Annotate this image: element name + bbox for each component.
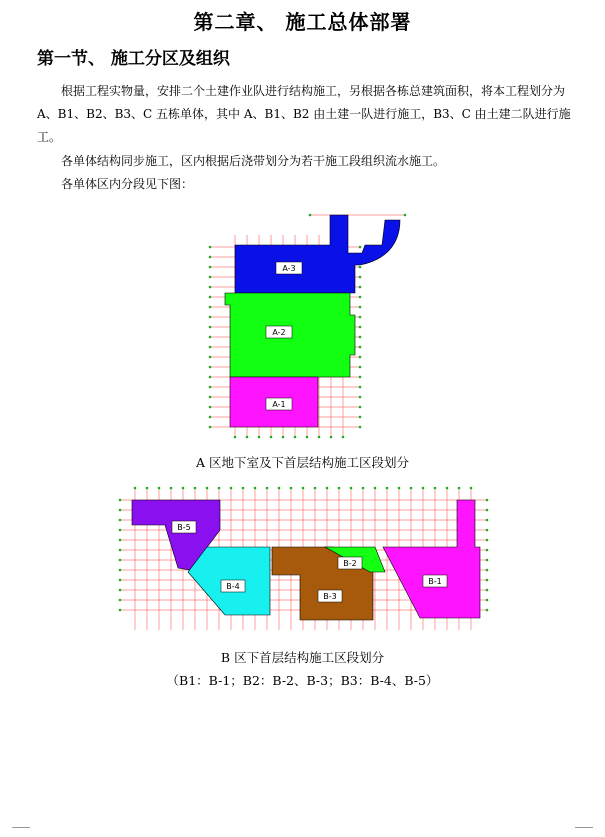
axis-marker <box>359 296 362 299</box>
axis-marker <box>294 436 297 439</box>
axis-marker <box>359 356 362 359</box>
axis-marker <box>486 579 489 582</box>
axis-marker <box>359 266 362 269</box>
axis-marker <box>209 266 212 269</box>
axis-marker <box>266 487 269 490</box>
axis-marker <box>486 589 489 592</box>
figure-b-caption: B 区下首层结构施工区段划分 <box>220 650 385 665</box>
paragraph-3: 各单体区内分段见下图： <box>61 177 194 191</box>
axis-marker <box>206 487 209 490</box>
axis-marker <box>486 569 489 572</box>
axis-marker <box>359 326 362 329</box>
zone-label-a3: A-3 <box>282 264 296 273</box>
axis-marker <box>486 539 489 542</box>
axis-marker <box>386 487 389 490</box>
axis-marker <box>446 487 449 490</box>
axis-marker <box>359 366 362 369</box>
axis-marker <box>374 487 377 490</box>
axis-marker <box>359 396 362 399</box>
axis-marker <box>359 276 362 279</box>
zone-label-b5: B-5 <box>177 523 191 532</box>
axis-marker <box>209 296 212 299</box>
axis-marker <box>119 529 122 532</box>
zone-b1-shape <box>383 500 480 618</box>
axis-marker <box>209 396 212 399</box>
paragraph-1: 根据工程实物量，安排二个土建作业队进行结构施工，另根据各栋总建筑面积，将本工程划分为 A、B1、B2、B3、C 五栋单体，其中 A、B1、B2 由土建一队进行施工，B3、C 由土建二队进行施工。 <box>37 84 571 144</box>
axis-marker <box>486 529 489 532</box>
axis-marker <box>209 286 212 289</box>
axis-marker <box>119 589 122 592</box>
axis-marker <box>119 499 122 502</box>
axis-marker <box>119 509 122 512</box>
axis-marker <box>486 609 489 612</box>
axis-marker <box>119 549 122 552</box>
axis-marker <box>194 487 197 490</box>
axis-marker <box>318 436 321 439</box>
axis-marker <box>486 509 489 512</box>
axis-marker <box>458 487 461 490</box>
section-title: 第一节、 施工分区及组织 <box>37 49 230 69</box>
axis-marker <box>209 346 212 349</box>
zone-label-b1: B-1 <box>428 577 442 586</box>
axis-marker <box>209 356 212 359</box>
axis-marker <box>410 487 413 490</box>
axis-marker <box>209 276 212 279</box>
axis-marker <box>290 487 293 490</box>
figure-b-note: （B1：B-1；B2：B-2、B-3；B3：B-4、B-5） <box>166 673 439 688</box>
axis-marker <box>119 579 122 582</box>
axis-marker <box>359 376 362 379</box>
axis-marker <box>209 406 212 409</box>
axis-marker <box>158 487 161 490</box>
axis-marker <box>170 487 173 490</box>
axis-marker <box>359 416 362 419</box>
axis-marker <box>359 316 362 319</box>
axis-marker <box>209 426 212 429</box>
zone-label-b4: B-4 <box>226 582 240 591</box>
axis-marker <box>486 599 489 602</box>
axis-marker <box>422 487 425 490</box>
axis-marker <box>218 487 221 490</box>
axis-marker <box>119 599 122 602</box>
axis-marker <box>209 386 212 389</box>
page-corner-mark <box>12 827 30 829</box>
axis-marker <box>209 366 212 369</box>
axis-marker <box>486 549 489 552</box>
axis-marker <box>146 487 149 490</box>
figure-a-plan <box>200 205 430 445</box>
figure-a-caption: A 区地下室及下首层结构施工区段划分 <box>195 455 409 470</box>
axis-marker <box>134 487 137 490</box>
axis-marker <box>246 436 249 439</box>
axis-marker <box>359 426 362 429</box>
axis-marker <box>182 487 185 490</box>
axis-marker <box>254 487 257 490</box>
axis-marker <box>398 487 401 490</box>
axis-marker <box>234 436 237 439</box>
axis-marker <box>258 436 261 439</box>
axis-marker <box>359 346 362 349</box>
axis-marker <box>209 326 212 329</box>
axis-marker <box>230 487 233 490</box>
axis-marker <box>209 246 212 249</box>
axis-marker <box>242 487 245 490</box>
axis-marker <box>404 214 407 217</box>
axis-marker <box>470 487 473 490</box>
axis-marker <box>282 436 285 439</box>
axis-marker <box>359 246 362 249</box>
paragraph-2: 各单体结构同步施工，区内根据后浇带划分为若干施工段组织流水施工。 <box>61 154 446 168</box>
axis-marker <box>362 487 365 490</box>
zone-a3-shape <box>235 215 400 293</box>
axis-marker <box>302 487 305 490</box>
axis-marker <box>209 316 212 319</box>
axis-marker <box>314 487 317 490</box>
axis-marker <box>434 487 437 490</box>
page-corner-mark <box>575 827 593 829</box>
zone-label-a2: A-2 <box>272 328 286 337</box>
axis-marker <box>306 436 309 439</box>
axis-marker <box>209 306 212 309</box>
axis-marker <box>326 487 329 490</box>
axis-marker <box>209 416 212 419</box>
axis-marker <box>486 519 489 522</box>
zone-label-b2: B-2 <box>343 559 357 568</box>
axis-marker <box>359 406 362 409</box>
axis-marker <box>338 487 341 490</box>
axis-marker <box>119 519 122 522</box>
axis-marker <box>278 487 281 490</box>
axis-marker <box>119 609 122 612</box>
axis-marker <box>359 336 362 339</box>
axis-marker <box>350 487 353 490</box>
axis-marker <box>119 539 122 542</box>
axis-marker <box>342 436 345 439</box>
axis-marker <box>359 386 362 389</box>
axis-marker <box>209 376 212 379</box>
axis-marker <box>309 214 312 217</box>
chapter-title: 第二章、 施工总体部署 <box>193 10 412 34</box>
axis-marker <box>119 559 122 562</box>
axis-marker <box>359 286 362 289</box>
axis-marker <box>486 499 489 502</box>
axis-marker <box>359 306 362 309</box>
axis-marker <box>486 559 489 562</box>
figure-b-plan <box>115 480 495 640</box>
axis-marker <box>270 436 273 439</box>
axis-marker <box>330 436 333 439</box>
axis-marker <box>119 569 122 572</box>
axis-marker <box>209 256 212 259</box>
zone-label-b3: B-3 <box>323 592 337 601</box>
axis-marker <box>209 336 212 339</box>
zone-label-a1: A-1 <box>272 400 286 409</box>
